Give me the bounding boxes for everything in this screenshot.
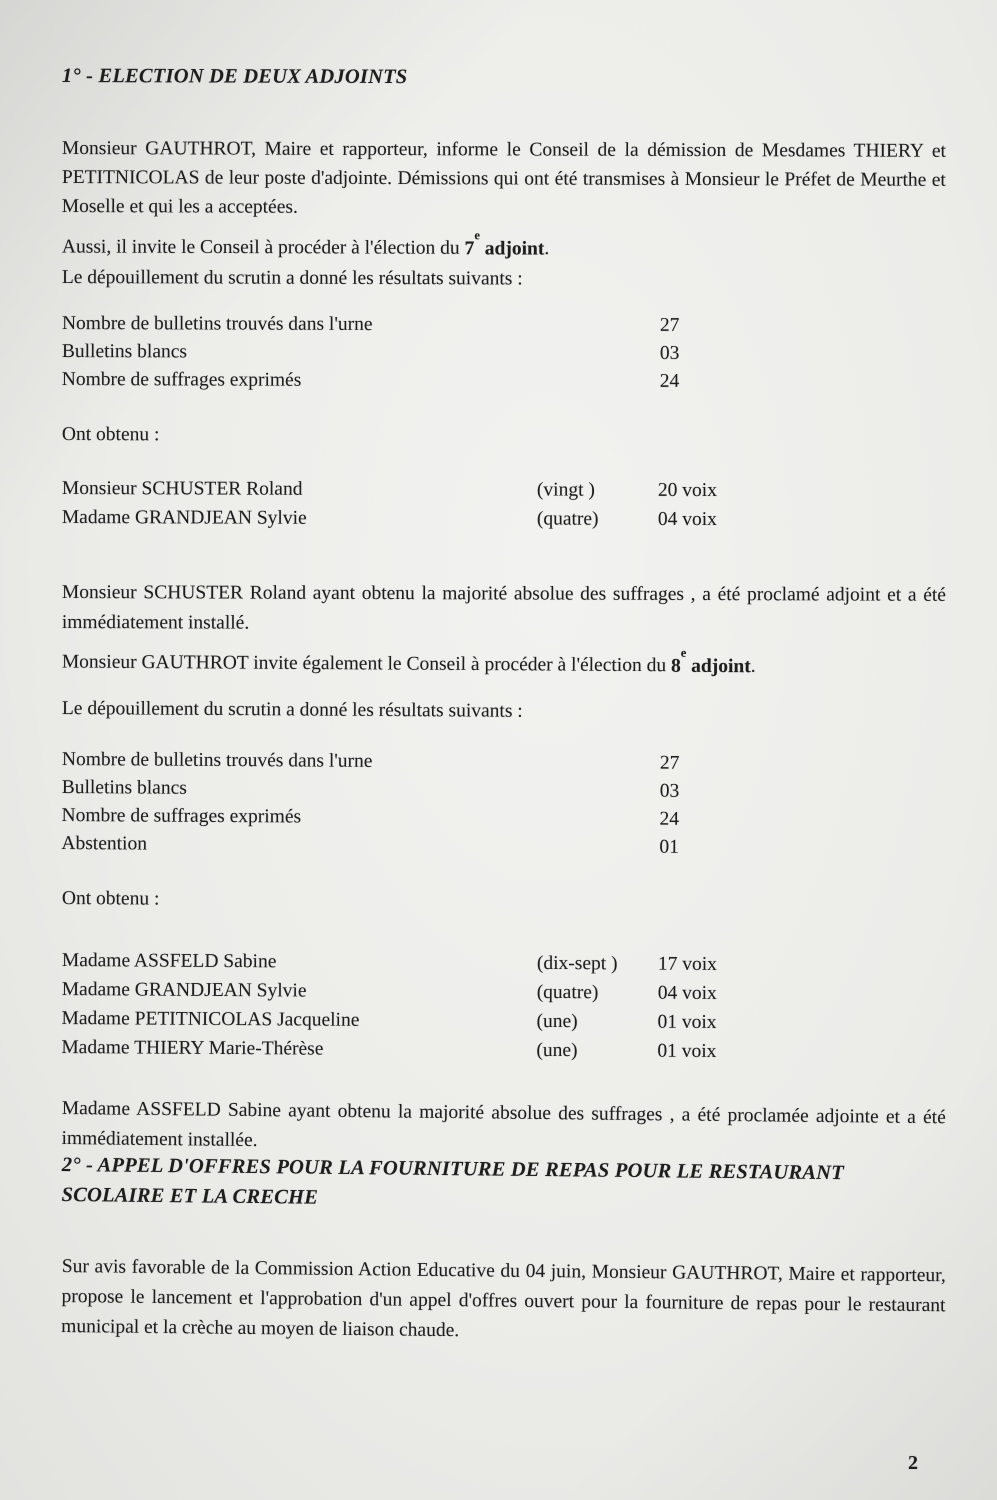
candidate-votes-in-words: (une)	[536, 1010, 578, 1033]
result-label: Nombre de bulletins trouvés dans l'urne	[61, 748, 373, 772]
candidates-7-table	[62, 474, 946, 535]
candidate-name: Madame GRANDJEAN Sylvie	[61, 978, 307, 1002]
invite-7th-ordinal-sup: e	[474, 228, 480, 243]
invite-8th-bold-word: adjoint	[686, 655, 751, 677]
depouillement-7-line: Le dépouillement du scrutin a donné les résultats suivants :	[61, 266, 523, 289]
section-2-body-paragraph: Sur avis favorable de la Commission Action Educative du 04 juin, Monsieur GAUTHROT, Maire et rapporteur, propose le lancement et l'approbation d'un appel d'offres ouvert pour la fourniture de repas pour le restaurant municipal et la crèche au moyen de liaison chaude.	[61, 1255, 946, 1341]
page-number: 2	[908, 1452, 918, 1474]
result-row	[62, 310, 946, 341]
result-label: Bulletins blancs	[61, 776, 187, 799]
candidate-name: Madame ASSFELD Sabine	[61, 949, 277, 973]
ont-obtenu-7-label: Ont obtenu :	[61, 423, 160, 446]
result-row	[61, 830, 945, 863]
result-row	[62, 366, 946, 397]
depouillement-8-line: Le dépouillement du scrutin a donné les résultats suivants :	[61, 697, 523, 722]
section-2-heading: 2° - APPEL D'OFFRES POUR LA FOURNITURE DE REPAS POUR LE RESTAURANT SCOLAIRE ET LA CRECHE	[61, 1153, 845, 1209]
candidate-name: Madame THIERY Marie-Thérèse	[61, 1036, 324, 1060]
candidate-row	[62, 474, 946, 506]
candidate-votes-in-words: (une)	[536, 1039, 578, 1062]
invite-7th-bold-word: adjoint	[479, 237, 545, 260]
candidate-row	[61, 1033, 945, 1067]
invite-7th-ordinal: 7	[464, 237, 475, 259]
result-value: 27	[659, 314, 680, 336]
section-1-heading: 1° - ELECTION DE DEUX ADJOINTS	[61, 64, 408, 89]
candidate-votes-in-words: (vingt )	[536, 479, 595, 501]
result-value: 01	[659, 836, 679, 858]
result-label: Abstention	[61, 832, 148, 855]
invite-8th-suffix: .	[750, 655, 756, 677]
invite-8th-ordinal: 8	[670, 655, 681, 677]
candidate-votes: 04 voix	[657, 982, 717, 1005]
candidate-votes: 04 voix	[657, 508, 717, 531]
result-label: Nombre de suffrages exprimés	[61, 368, 302, 391]
candidates-8-table	[61, 946, 946, 1067]
invite-8th-prefix: Monsieur GAUTHROT invite également le Conseil à procéder à l'élection du	[61, 651, 672, 677]
result-row	[62, 338, 946, 369]
ballot-results-7-table	[62, 310, 946, 397]
result-label: Nombre de suffrages exprimés	[61, 804, 302, 828]
section-1-intro-paragraph: Monsieur GAUTHROT, Maire et rapporteur, informe le Conseil de la démission de Mesdames THIERY et PETITNICOLAS de leur poste d'adjointe. Démissions qui ont été transmises à Monsieur le Préfet de Meurthe et Moselle et qui les a acceptées.	[61, 137, 946, 218]
candidate-name: Madame GRANDJEAN Sylvie	[61, 506, 307, 529]
candidate-votes-in-words: (quatre)	[536, 508, 599, 530]
candidate-votes: 20 voix	[657, 479, 718, 502]
result-value: 03	[659, 342, 680, 364]
result-value: 24	[659, 808, 680, 830]
invite-8th-ordinal-sup: e	[680, 645, 687, 660]
ballot-results-8-table	[61, 746, 946, 863]
candidate-name: Madame PETITNICOLAS Jacqueline	[61, 1007, 360, 1031]
candidate-row	[62, 503, 946, 535]
invite-7th-block	[62, 226, 946, 295]
result-value: 24	[659, 370, 680, 392]
proclamation-7-paragraph: Monsieur SCHUSTER Roland ayant obtenu la majorité absolue des suffrages , a été proclamé adjoint et a été immédiatement installé.	[61, 581, 946, 634]
result-label: Bulletins blancs	[61, 340, 188, 363]
candidate-votes: 17 voix	[657, 953, 718, 976]
result-value: 03	[659, 780, 680, 802]
candidate-votes-in-words: (dix-sept )	[536, 952, 618, 975]
proclamation-8-paragraph: Madame ASSFELD Sabine ayant obtenu la majorité absolue des suffrages , a été proclamée adjointe et a été immédiatement installée.	[61, 1097, 946, 1151]
invite-7th-prefix: Aussi, il invite le Conseil à procéder à l'élection du	[61, 236, 465, 259]
invite-8th-line	[62, 642, 946, 682]
candidate-votes: 01 voix	[657, 1011, 717, 1033]
result-value: 27	[659, 752, 680, 774]
invite-7th-suffix: .	[544, 238, 550, 260]
candidate-votes: 01 voix	[657, 1040, 717, 1062]
candidate-votes-in-words: (quatre)	[536, 981, 599, 1004]
invite-7th-line	[62, 226, 946, 265]
result-label: Nombre de bulletins trouvés dans l'urne	[61, 313, 373, 335]
ont-obtenu-8-label: Ont obtenu :	[61, 887, 160, 910]
candidate-name: Monsieur SCHUSTER Roland	[61, 477, 303, 500]
